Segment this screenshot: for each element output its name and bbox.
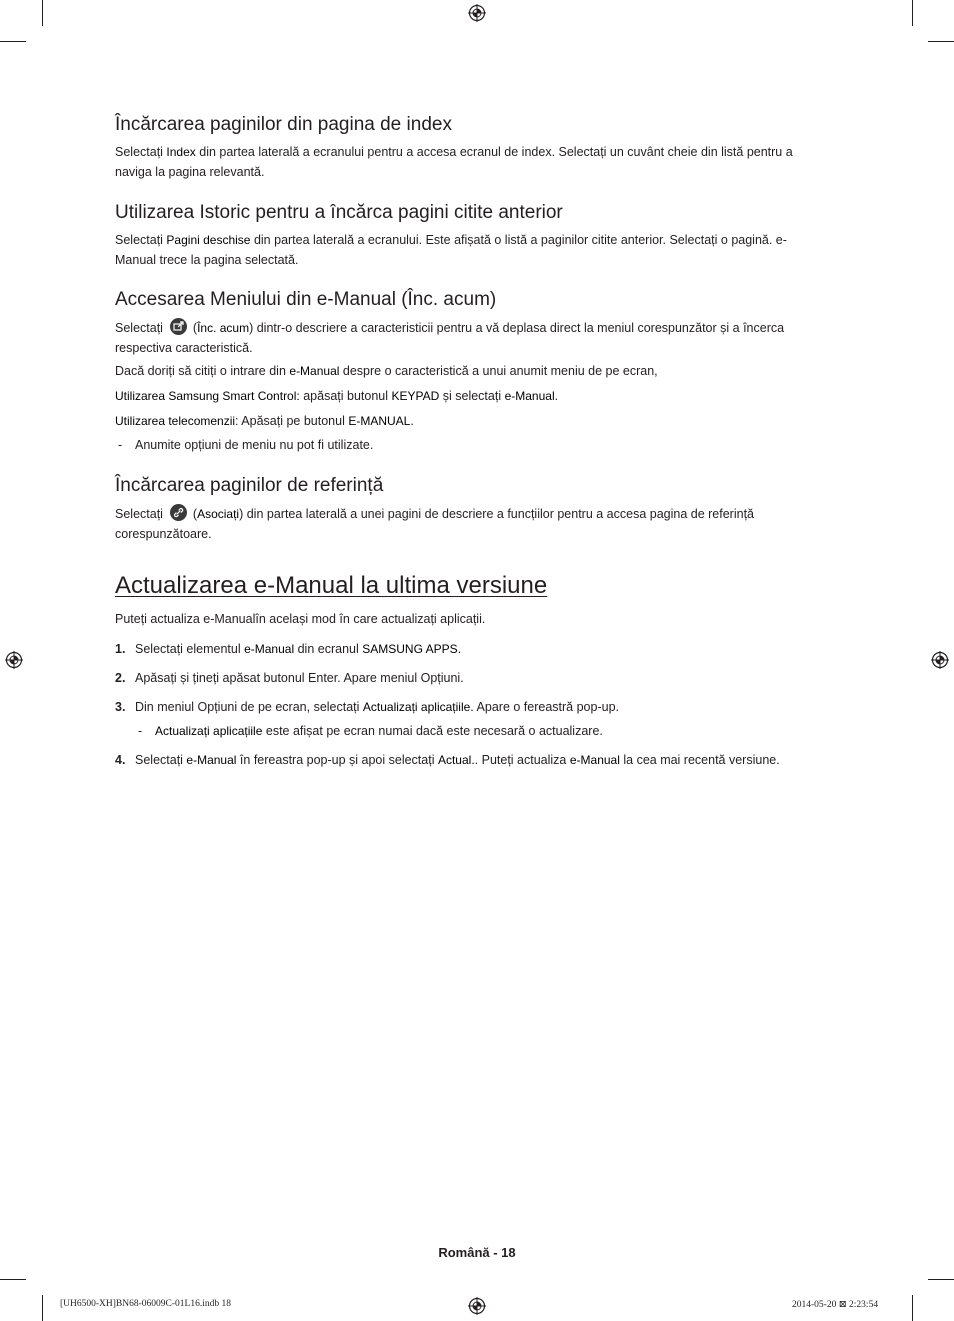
section-heading-try-now: Accesarea Meniului din e-Manual (Înc. acum) (115, 289, 497, 310)
note-dash: - (118, 438, 123, 452)
page-number: Română - 18 (438, 1245, 516, 1260)
term-try-now: Înc. acum (197, 321, 250, 335)
text: Selectați (115, 233, 167, 247)
text: . Apare o fereastră pop-up. (470, 700, 620, 714)
term-e-manual: e-Manual (244, 642, 295, 656)
section-body-smart-control (115, 387, 815, 407)
crop-mark (928, 41, 954, 42)
note-dash: - (138, 724, 143, 738)
term-e-manual: e-Manual (289, 364, 340, 378)
text: . (410, 414, 414, 428)
text: ) dintr-o descriere a caracteristicii pentru a vă deplasa direct la meniul corespunzător și a încerca respectiva caracteristică. (115, 321, 785, 355)
text: din partea laterală a ecranului. Este afișată o listă a paginilor citite anterior. Selectați o pagină. e-Manual trece la pagina selectată. (115, 233, 787, 267)
term-e-manual: e-Manual (569, 753, 620, 767)
section-heading-index: Încărcarea paginilor din pagina de index (115, 114, 452, 135)
text: apăsați butonul (299, 389, 392, 403)
term-update: Actual. (437, 753, 475, 767)
step-4 (135, 751, 825, 771)
text: Selectați elementul (135, 642, 245, 656)
section-body-history (115, 231, 815, 270)
term-open-pages: Pagini deschise (166, 233, 251, 247)
step-3 (135, 698, 825, 718)
step-2: Apăsați și țineți apăsat butonul Enter. Apare meniul Opțiuni. (135, 671, 464, 685)
text: Selectați (135, 753, 187, 767)
text: Selectați (115, 145, 167, 159)
crop-mark (0, 1279, 26, 1280)
text: la cea mai recentă versiune. (619, 753, 780, 767)
crop-mark (42, 1295, 43, 1321)
text: Selectați (115, 507, 167, 521)
text: în fereastra pop-up și apoi selectați (236, 753, 438, 767)
registration-mark-icon (468, 1297, 486, 1315)
term-keypad: KEYPAD (391, 389, 440, 403)
term-update-apps: Actualizați aplicațiile (362, 700, 471, 714)
label-remote: Utilizarea telecomenzii (115, 414, 236, 428)
main-title: Actualizarea e-Manual la ultima versiune (115, 572, 548, 599)
text: Selectați (115, 321, 167, 335)
text: este afișat pe ecran numai dacă este necesară o actualizare. (262, 724, 603, 738)
crop-mark (912, 1295, 913, 1321)
text: . (554, 389, 559, 403)
term-index: Index (166, 145, 196, 159)
print-slug-date: 2014-05-20 ⊠ 2:23:54 (792, 1300, 879, 1310)
text: din ecranul (294, 642, 363, 656)
section-body-remote (115, 412, 815, 432)
crop-mark (0, 41, 26, 42)
text: ) din partea laterală a unei pagini de descriere a funcțiilor pentru a accesa pagina de referință corespunzătoare. (115, 507, 754, 541)
registration-mark-icon (931, 651, 949, 669)
text: . (457, 642, 462, 656)
link-icon (170, 504, 187, 521)
text: din partea laterală a ecranului pentru a accesa ecranul de index. Selectați un cuvânt cheie din listă pentru a naviga la pagina relevantă. (115, 145, 793, 179)
section-body-references (115, 504, 815, 544)
text: Dacă doriți să citiți o intrare din (115, 364, 290, 378)
registration-mark-icon (468, 4, 486, 22)
registration-mark-icon (5, 651, 23, 669)
crop-mark (912, 0, 913, 26)
section-body-index (115, 143, 815, 182)
text: Din meniul Opțiuni de pe ecran, selectați (135, 700, 363, 714)
try-now-icon (170, 318, 187, 335)
label-smart-control: Utilizarea Samsung Smart Control: (115, 389, 300, 403)
step-1 (135, 640, 825, 660)
print-slug-file: [UH6500-XH]BN68-06009C-01L16.indb 18 (60, 1299, 231, 1309)
term-e-manual-button: E-MANUAL (348, 414, 411, 428)
section-heading-history: Utilizarea Istoric pentru a încărca pagini citite anterior (115, 202, 563, 223)
term-samsung-apps: SAMSUNG APPS (362, 642, 458, 656)
step-number: 2. (115, 671, 126, 685)
crop-mark (42, 0, 43, 26)
step-number: 1. (115, 642, 126, 656)
step-3-note (155, 722, 855, 742)
note-text: Anumite opțiuni de meniu nu pot fi utilizate. (135, 438, 374, 452)
step-number: 4. (115, 753, 126, 767)
term-update-apps: Actualizați aplicațiile (155, 724, 263, 738)
main-intro: Puteți actualiza e-Manualîn același mod în care actualizați aplicații. (115, 612, 486, 626)
crop-mark (928, 1279, 954, 1280)
term-e-manual: e-Manual (186, 753, 237, 767)
text: ( (189, 321, 198, 335)
text: . Puteți actualiza (474, 753, 570, 767)
term-associate: Asociați (197, 507, 240, 521)
section-heading-references: Încărcarea paginilor de referință (115, 475, 384, 496)
term-e-manual: e-Manual (504, 389, 555, 403)
text: : Apăsați pe butonul (235, 414, 349, 428)
text: și selectați (439, 389, 505, 403)
section-body-try-now (115, 318, 815, 358)
text: ( (189, 507, 198, 521)
text: despre o caracteristică a unui anumit meniu de pe ecran, (339, 364, 658, 378)
section-body-try-now-2 (115, 362, 815, 382)
step-number: 3. (115, 700, 126, 714)
